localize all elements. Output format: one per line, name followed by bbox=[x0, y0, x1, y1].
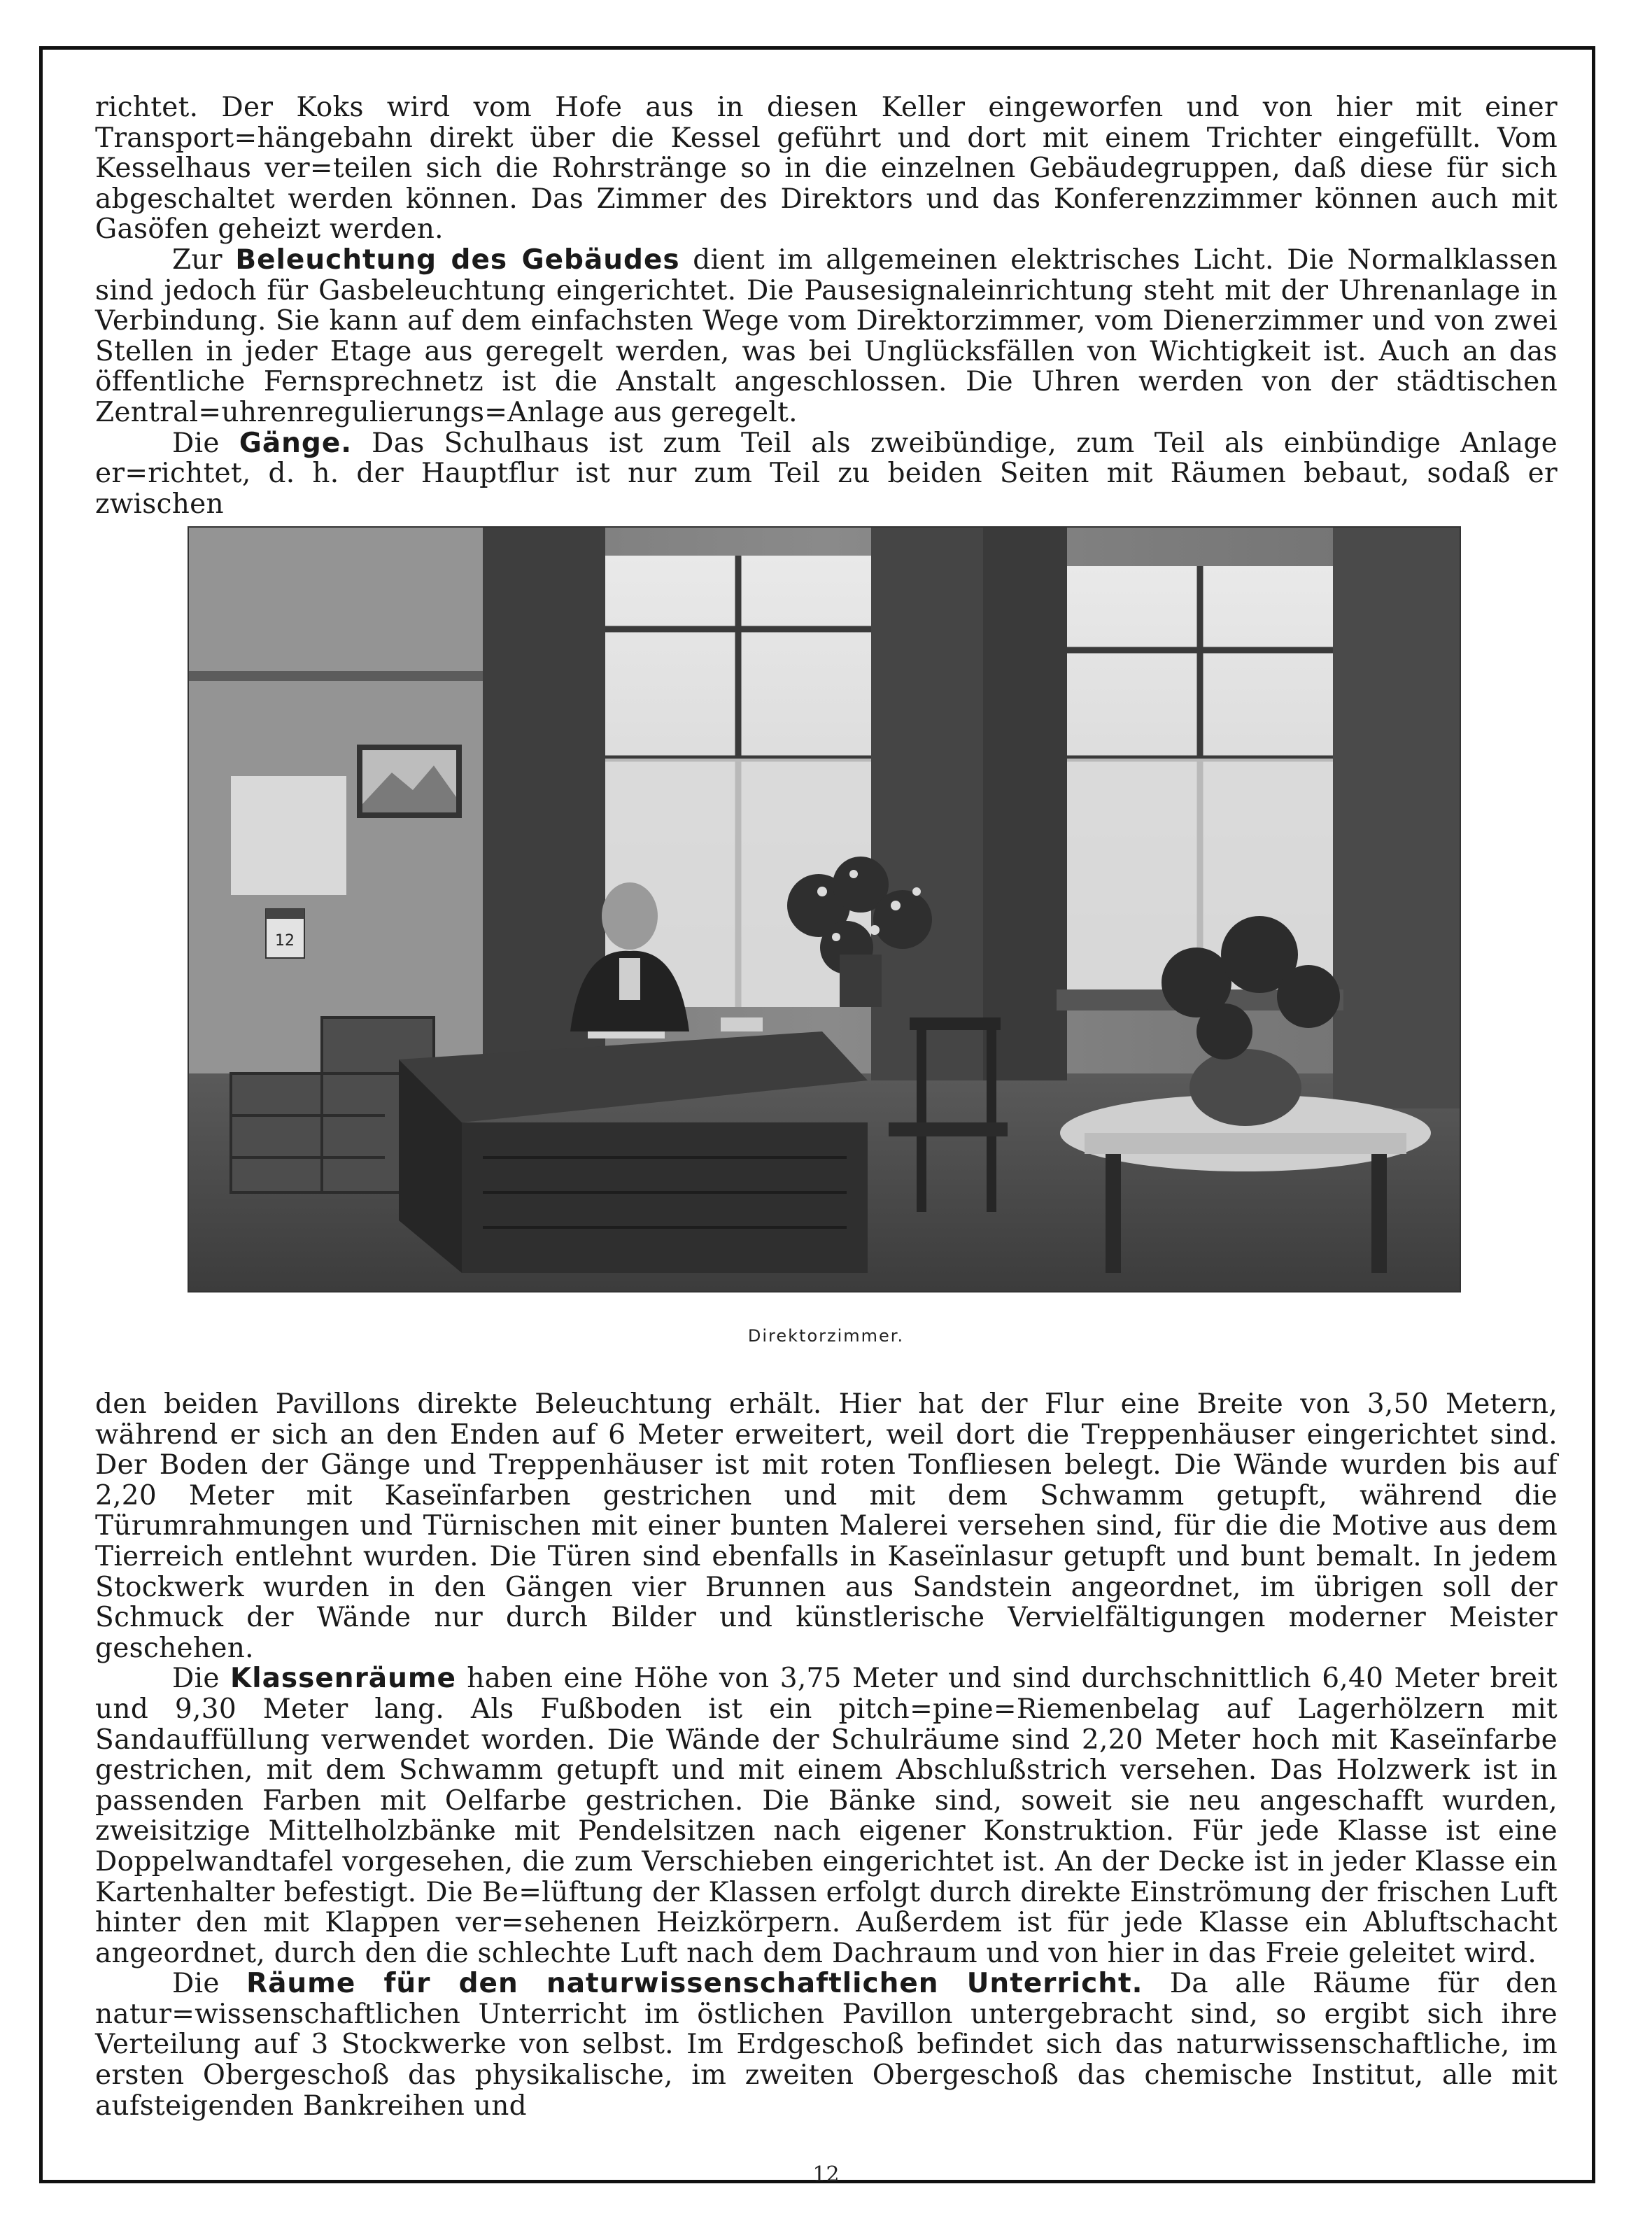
paragraph-lead: Die bbox=[172, 1663, 220, 1695]
photo-caption: Direktorzimmer. bbox=[747, 1326, 905, 1346]
paragraph-lead: Zur bbox=[172, 244, 223, 276]
bottom-text-block bbox=[95, 1389, 1558, 2121]
paragraph-gaenge bbox=[95, 428, 1558, 520]
paragraph-naturwissenschaft bbox=[95, 1968, 1558, 2121]
paragraph-lead: Die bbox=[172, 1968, 220, 2000]
photo-direktorzimmer bbox=[188, 526, 1461, 1292]
section-heading-gaenge: Gänge. bbox=[239, 427, 353, 459]
page-number: 12 bbox=[812, 2162, 840, 2187]
paragraph-body: dient im allgemeinen elektrisches Licht. Die Normalklassen sind jedoch für Gasbeleuchtung eingerichtet. Die Pausesignaleinrichtung steht mit der Uhrenanlage in Verbindung. Sie kann auf dem einfachsten Wege vom Direktorzimmer, vom Dienerzimmer und von zwei Stellen in jeder Etage aus geregelt werden, was bei Unglücksfällen von Wichtigkeit ist. Auch an das öffentliche Fernsprechnetz ist die Anstalt angeschlossen. Die Uhren werden von der städtischen Zentral=uhrenregulierungs=Anlage aus geregelt. bbox=[95, 244, 1558, 428]
top-text-block bbox=[95, 92, 1558, 519]
paragraph-flur: den beiden Pavillons direkte Beleuchtung erhält. Hier hat der Flur eine Breite von 3,50 Metern, während er sich an den Enden auf 6 Meter erweitert, weil dort die Treppenhäuser eingerichtet sind. Der Boden der Gänge und Treppenhäuser ist mit roten Tonfliesen belegt. Die Wände wurden bis auf 2,20 Meter mit Kaseïnfarben gestrichen und mit dem Schwamm getupft, während die Türumrahmungen und Türnischen mit einer bunten Malerei versehen sind, für die die Motive aus dem Tierreich entlehnt wurden. Die Türen sind ebenfalls in Kaseïnlasur getupft und bunt bemalt. In jedem Stockwerk wurden in den Gängen vier Brunnen aus Sandstein angeordnet, im übrigen soll der Schmuck der Wände nur durch Bilder und künstlerische Vervielfältigungen moderner Meister geschehen. bbox=[95, 1388, 1558, 1664]
photo-illustration bbox=[189, 528, 1460, 1291]
paragraph-heizung: richtet. Der Koks wird vom Hofe aus in diesen Keller eingeworfen und von hier mit einer Transport=hängebahn direkt über die Kessel geführt und dort mit einem Trichter eingefüllt. Vom Kesselhaus ver=teilen sich die Rohrstränge so in die einzelnen Gebäudegruppen, daß diese für sich abgeschaltet werden können. Das Zimmer des Direktors und das Konferenzzimmer können auch mit Gasöfen geheizt werden. bbox=[95, 92, 1558, 246]
calendar-digit: 12 bbox=[275, 932, 295, 950]
section-heading-beleuchtung: Beleuchtung des Gebäudes bbox=[235, 244, 680, 276]
section-heading-naturwissenschaft: Räume für den naturwissenschaftlichen Unterricht. bbox=[246, 1968, 1143, 2000]
paragraph-klassenraeume bbox=[95, 1663, 1558, 1968]
paragraph-body: Da alle Räume für den natur=wissenschaftlichen Unterricht im östlichen Pavillon untergebracht sind, so ergibt sich ihre Verteilung auf 3 Stockwerke von selbst. Im Erdgeschoß befindet sich das naturwissenschaftliche, im ersten Obergeschoß das physikalische, im zweiten Obergeschoß das chemische Institut, alle mit aufsteigenden Bankreihen und bbox=[95, 1968, 1558, 2122]
section-heading-klassenraeume: Klassenräume bbox=[230, 1663, 456, 1695]
paragraph-beleuchtung bbox=[95, 245, 1558, 428]
paragraph-lead: Die bbox=[172, 427, 220, 459]
paragraph-body: Das Schulhaus ist zum Teil als zweibündige, zum Teil als einbündige Anlage er=richtet, d. h. der Hauptflur ist nur zum Teil zu beiden Seiten mit Räumen bebaut, sodaß er zwischen bbox=[95, 427, 1558, 520]
paragraph-body: haben eine Höhe von 3,75 Meter und sind durchschnittlich 6,40 Meter breit und 9,30 Meter lang. Als Fußboden ist ein pitch=pine=Riemenbelag auf Lagerhölzern mit Sandauffüllung verwendet worden. Die Wände der Schulräume sind 2,20 Meter hoch mit Kaseïnfarbe gestrichen, mit dem Schwamm getupft und mit einem Abschlußstrich versehen. Das Holzwerk ist in passenden Farben mit Oelfarbe gestrichen. Die Bänke sind, soweit sie neu angeschafft wurden, zweisitzige Mittelholzbänke mit Pendelsitzen nach eigener Konstruktion. Für jede Klasse ist eine Doppelwandtafel vorgesehen, die zum Verschieben eingerichtet ist. An der Decke ist in jeder Klasse ein Kartenhalter befestigt. Die Be=lüftung der Klassen erfolgt durch direkte Einströmung der frischen Luft hinter den mit Klappen ver=sehenen Heizkörpern. Außerdem ist für jede Klasse ein Abluftschacht angeordnet, durch den die schlechte Luft nach dem Dachraum und von hier in das Freie geleitet wird. bbox=[95, 1663, 1558, 1969]
